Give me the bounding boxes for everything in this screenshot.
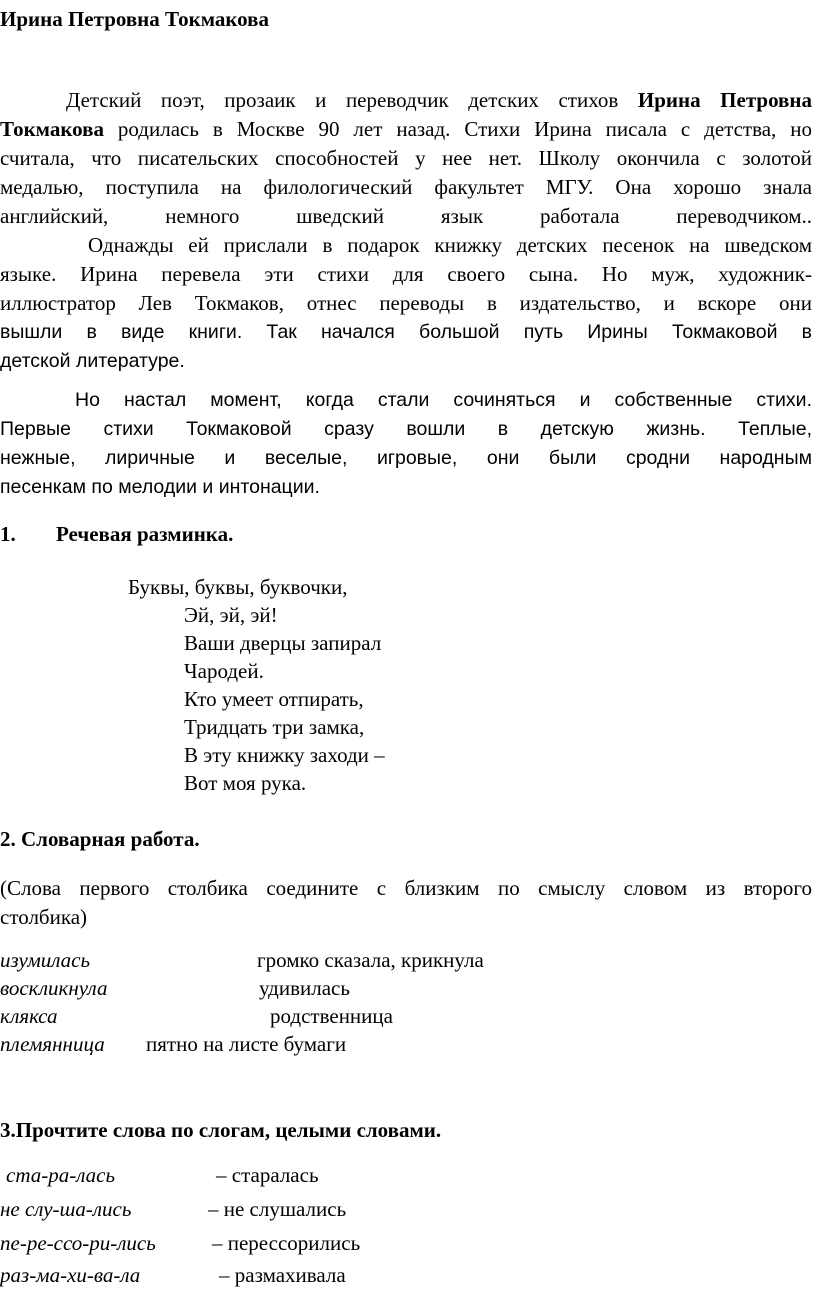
poem-line: Буквы, буквы, буквочки, — [128, 575, 348, 599]
vocab-word: воскликнула — [0, 976, 108, 1000]
author-surname-bold: Токмакова — [0, 117, 104, 141]
poem-line: Вот моя рука. — [184, 771, 307, 795]
intro-line-8: иллюстратор Лев Токмаков, отнес переводы в издательство, и вскоре они — [0, 291, 812, 315]
section2-instruction — [0, 874, 812, 932]
intro-line-3: считала, что писательских способностей у нее нет. Школу окончила с золотой — [0, 146, 812, 170]
whole-word: – размахивала — [219, 1263, 346, 1287]
poem-line: Ваши дверцы запирал — [184, 631, 382, 655]
instruction-line-2: столбика) — [0, 905, 88, 929]
poem-line: Чародей. — [184, 659, 264, 683]
moment-line-1: Но настал момент, когда стали сочиняться и собственные стихи. — [75, 389, 812, 411]
syllable-word: не слу-ша-лись — [0, 1197, 132, 1221]
vocab-meaning: удивилась — [259, 976, 350, 1000]
intro-line-5: английский, немного шведский язык работала переводчиком.. — [0, 204, 812, 228]
moment-line-2: Первые стихи Токмаковой сразу вошли в детскую жизнь. Теплые, — [0, 418, 812, 440]
syllable-word: пе-ре-ссо-ри-лись — [0, 1231, 156, 1255]
whole-word: – перессорились — [212, 1231, 361, 1255]
intro-line-9: вышли в виде книги. Так начался большой путь Ирины Токмаковой в — [0, 321, 812, 343]
vocab-word: племянница — [0, 1032, 105, 1056]
intro-text: Детский поэт, прозаик и переводчик детских стихов — [66, 88, 638, 112]
syllable-word: ста-ра-лась — [6, 1163, 116, 1187]
poem-line: Эй, эй, эй! — [184, 603, 278, 627]
whole-word: – не слушались — [208, 1197, 347, 1221]
whole-word: – старалась — [216, 1163, 319, 1187]
syllable-word: раз-ма-хи-ва-ла — [0, 1263, 141, 1287]
vocab-word: клякса — [0, 1004, 58, 1028]
section2-heading: 2. Словарная работа. — [0, 827, 200, 851]
intro-line-1 — [0, 86, 812, 115]
intro-line-10: детской литературе. — [0, 350, 185, 372]
document-title: Ирина Петровна Токмакова — [0, 7, 270, 31]
author-name-bold: Ирина Петровна — [637, 88, 812, 112]
instruction-line-1: (Слова первого столбика соедините с близким по смыслу словом из второго — [0, 876, 812, 900]
vocab-meaning: громко сказала, крикнула — [257, 948, 484, 972]
poem-line: В эту книжку заходи – — [184, 743, 385, 767]
intro-line-4: медалью, поступила на филологический факультет МГУ. Она хорошо знала — [0, 175, 812, 199]
section1-heading: Речевая разминка. — [56, 522, 234, 546]
moment-paragraph — [0, 386, 812, 502]
poem-line: Тридцать три замка, — [184, 715, 365, 739]
intro-text: родилась в Москве 90 лет назад. Стихи Ирина писала с детства, но — [103, 117, 812, 141]
moment-line-3: нежные, лиричные и веселые, игровые, они были сродни народным — [0, 447, 812, 469]
section3-heading: 3.Прочтите слова по слогам, целыми словами. — [0, 1118, 442, 1142]
vocab-word: изумилась — [0, 948, 91, 972]
section1-number: 1. — [0, 522, 16, 546]
intro-line-2 — [0, 115, 812, 144]
vocab-meaning: родственница — [270, 1004, 393, 1028]
intro-paragraph — [0, 86, 812, 376]
intro-line-6: Однажды ей прислали в подарок книжку детских песенок на шведском — [88, 233, 812, 257]
vocab-meaning: пятно на листе бумаги — [146, 1032, 347, 1056]
intro-line-7: языке. Ирина перевела эти стихи для своего сына. Но муж, художник- — [0, 262, 812, 286]
poem-line: Кто умеет отпирать, — [184, 687, 364, 711]
moment-line-4: песенкам по мелодии и интонации. — [0, 476, 320, 498]
